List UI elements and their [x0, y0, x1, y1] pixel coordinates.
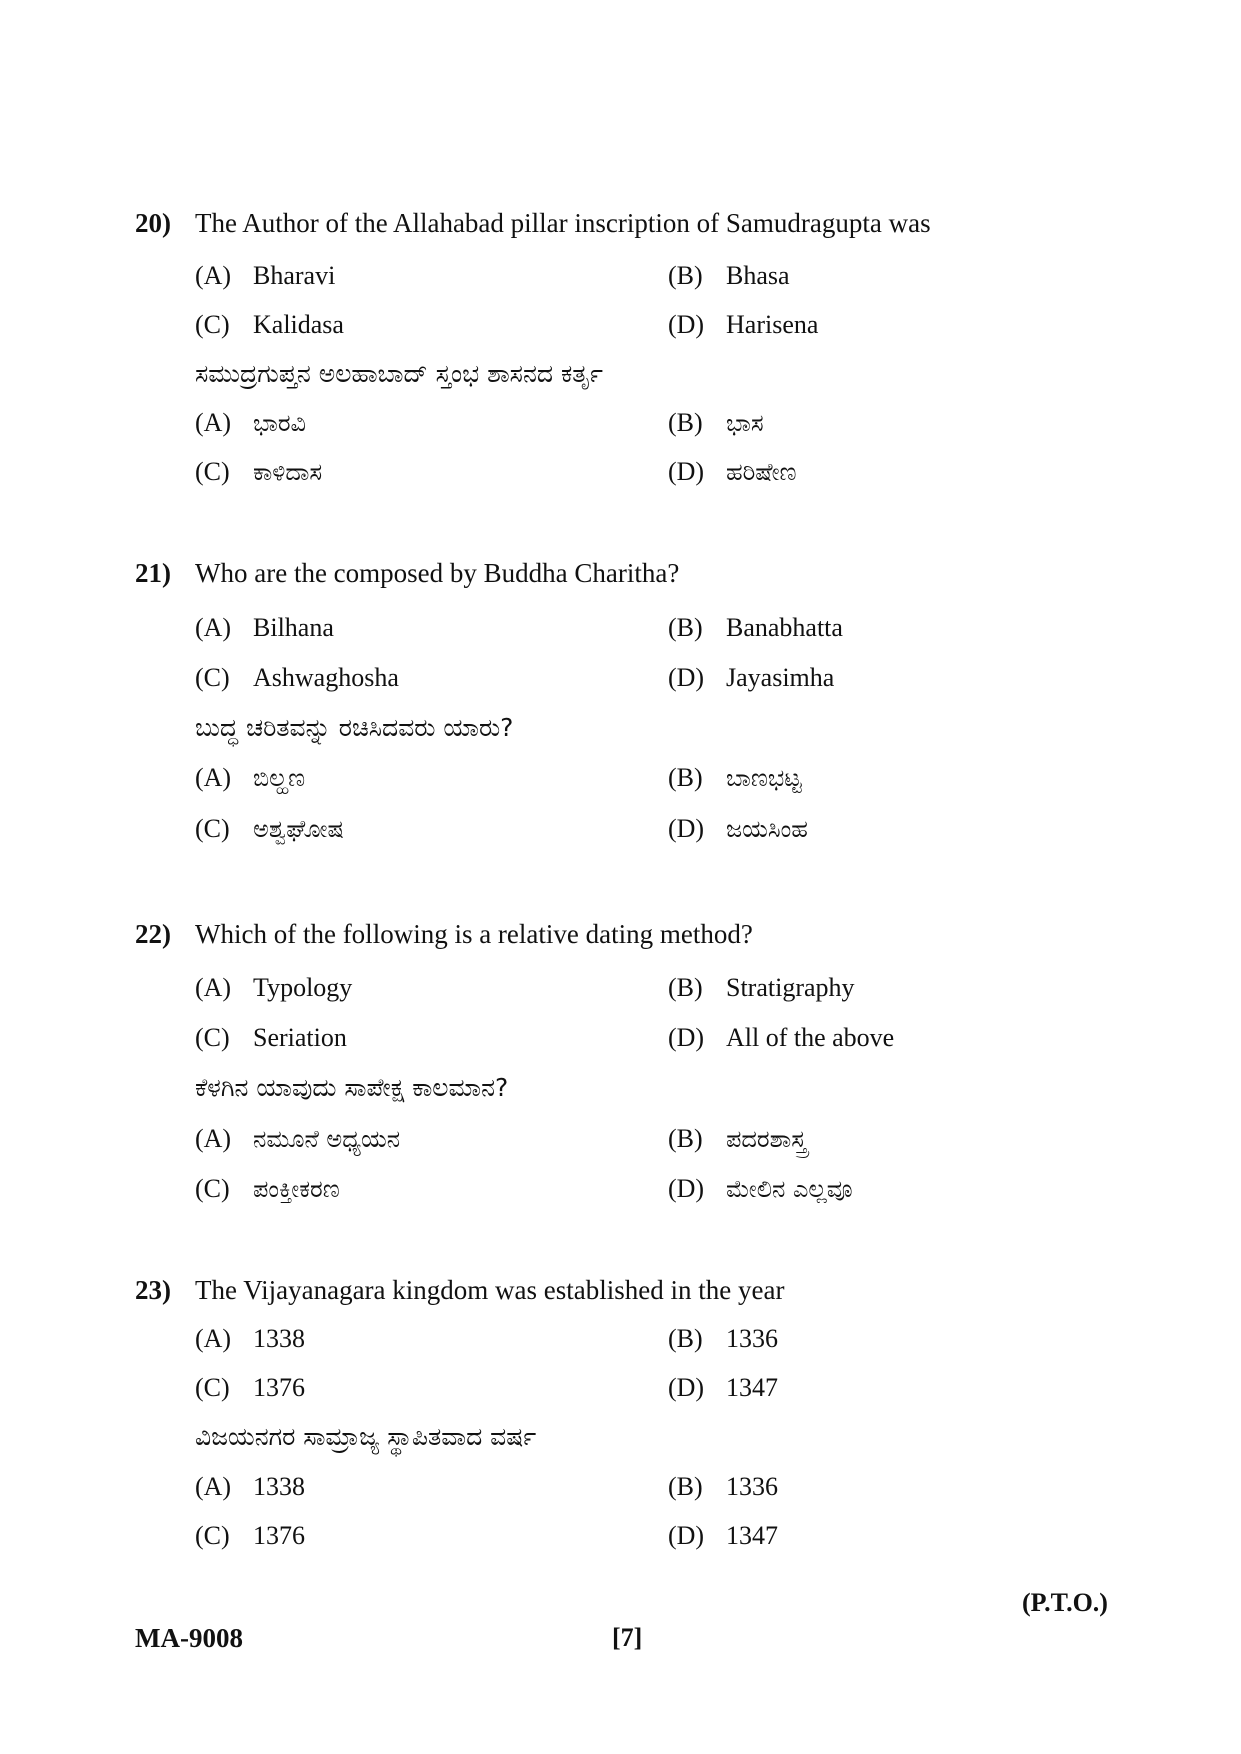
option-text: 1347	[726, 1521, 778, 1550]
option-d	[668, 1023, 894, 1053]
option-b	[668, 1324, 778, 1354]
option-text: ಜಯಸಿಂಹ	[726, 815, 808, 843]
option-text: Banabhatta	[726, 613, 843, 642]
option-c	[195, 1023, 347, 1053]
option-text: ಕಾಳಿದಾಸ	[253, 458, 323, 486]
option-letter: (C)	[195, 663, 230, 692]
option-letter: (D)	[668, 457, 705, 486]
option-b-kannada	[668, 408, 764, 438]
paper-code: MA-9008	[135, 1623, 243, 1653]
option-text: ಅಶ್ವಘೋಷ	[253, 815, 344, 843]
option-letter: (D)	[668, 1373, 705, 1402]
option-c-kannada	[195, 457, 322, 487]
option-text: ಬಾಣಭಟ್ಟ	[726, 764, 802, 792]
question-line	[135, 208, 931, 239]
option-text: 1338	[253, 1472, 305, 1501]
question-line	[135, 558, 679, 589]
option-text: ಭಾರವಿ	[253, 409, 307, 437]
option-b	[668, 261, 790, 291]
option-a-kannada	[195, 763, 305, 793]
option-text: 1376	[253, 1373, 305, 1402]
option-c	[195, 663, 399, 693]
question-text-kannada: ಬುದ್ಧ ಚರಿತವನ್ನು ರಚಿಸಿದವರು ಯಾರು?	[195, 713, 514, 742]
option-b-kannada	[668, 1472, 778, 1502]
option-d-kannada	[668, 1521, 778, 1551]
option-text: Jayasimha	[726, 663, 835, 692]
option-d	[668, 310, 818, 340]
option-b-kannada	[668, 1124, 807, 1154]
option-text: ಪಂಕ್ತೀಕರಣ	[253, 1175, 340, 1203]
question-number: 21)	[135, 558, 171, 588]
option-letter: (B)	[668, 261, 703, 290]
option-a	[195, 973, 352, 1003]
option-text: Kalidasa	[253, 310, 344, 339]
option-letter: (C)	[195, 310, 230, 339]
option-letter: (A)	[195, 613, 232, 642]
option-text: Stratigraphy	[726, 973, 855, 1002]
option-b	[668, 973, 855, 1003]
option-letter: (B)	[668, 763, 703, 792]
option-letter: (D)	[668, 663, 705, 692]
question-line	[135, 1275, 784, 1306]
option-text: 1336	[726, 1472, 778, 1501]
question-number: 22)	[135, 919, 171, 949]
pto-label: (P.T.O.)	[1022, 1588, 1108, 1617]
option-letter: (A)	[195, 973, 232, 1002]
option-letter: (B)	[668, 1124, 703, 1153]
option-a-kannada	[195, 408, 306, 438]
question-text: The Vijayanagara kingdom was established in the year	[195, 1275, 785, 1305]
option-letter: (B)	[668, 1472, 703, 1501]
option-text: ಬಿಲ್ಹಣ	[253, 764, 306, 792]
option-text: Typology	[253, 973, 353, 1002]
option-letter: (D)	[668, 1023, 705, 1052]
option-text: Bhasa	[726, 261, 790, 290]
question-number: 23)	[135, 1275, 171, 1305]
option-text: Bilhana	[253, 613, 334, 642]
option-b-kannada	[668, 763, 802, 793]
question-text-kannada: ಕೆಳಗಿನ ಯಾವುದು ಸಾಪೇಕ್ಷ ಕಾಲಮಾನ?	[195, 1073, 509, 1102]
option-c-kannada	[195, 1521, 305, 1551]
option-letter: (B)	[668, 1324, 703, 1353]
option-text: Ashwaghosha	[253, 663, 399, 692]
option-text: ಭಾಸ	[726, 409, 764, 437]
question-text: Who are the composed by Buddha Charitha?	[195, 558, 680, 588]
option-d	[668, 663, 834, 693]
option-a	[195, 261, 335, 291]
option-b	[668, 613, 843, 643]
option-d	[668, 1373, 778, 1403]
option-a-kannada	[195, 1124, 400, 1154]
option-letter: (C)	[195, 1521, 230, 1550]
question-text: Which of the following is a relative dating method?	[195, 919, 753, 949]
option-letter: (B)	[668, 408, 703, 437]
option-text: 1338	[253, 1324, 305, 1353]
question-text-kannada: ವಿಜಯನಗರ ಸಾಮ್ರಾಜ್ಯ ಸ್ಥಾಪಿತವಾದ ವರ್ಷ	[195, 1422, 537, 1451]
question-line	[135, 919, 753, 950]
option-d-kannada	[668, 457, 797, 487]
option-letter: (B)	[668, 973, 703, 1002]
option-letter: (C)	[195, 814, 230, 843]
option-text: ನಮೂನೆ ಅಧ್ಯಯನ	[253, 1125, 401, 1153]
question-text-kannada: ಸಮುದ್ರಗುಪ್ತನ ಅಲಹಾಬಾದ್ ಸ್ತಂಭ ಶಾಸನದ ಕರ್ತೃ	[195, 359, 603, 388]
option-letter: (C)	[195, 1373, 230, 1402]
option-text: 1336	[726, 1324, 778, 1353]
option-d-kannada	[668, 814, 808, 844]
option-c	[195, 310, 344, 340]
option-text: Seriation	[253, 1023, 347, 1052]
option-d-kannada	[668, 1174, 853, 1204]
option-c-kannada	[195, 1174, 340, 1204]
option-letter: (A)	[195, 408, 232, 437]
question-number: 20)	[135, 208, 171, 238]
option-letter: (D)	[668, 1521, 705, 1550]
option-letter: (A)	[195, 1472, 232, 1501]
option-c-kannada	[195, 814, 344, 844]
option-letter: (B)	[668, 613, 703, 642]
option-letter: (A)	[195, 763, 232, 792]
page-number: [7]	[612, 1623, 643, 1652]
option-letter: (D)	[668, 814, 705, 843]
option-text: ಹರಿಷೇಣ	[726, 458, 797, 486]
option-letter: (D)	[668, 310, 705, 339]
option-text: Bharavi	[253, 261, 336, 290]
option-text: ಮೇಲಿನ ಎಲ್ಲವೂ	[726, 1175, 853, 1203]
option-text: ಪದರಶಾಸ್ತ್ರ	[726, 1125, 807, 1153]
question-text: The Author of the Allahabad pillar inscription of Samudragupta was	[195, 208, 931, 238]
option-text: 1376	[253, 1521, 305, 1550]
option-letter: (C)	[195, 457, 230, 486]
option-c	[195, 1373, 305, 1403]
option-letter: (C)	[195, 1023, 230, 1052]
option-letter: (A)	[195, 1124, 232, 1153]
option-a	[195, 1324, 305, 1354]
option-text: 1347	[726, 1373, 778, 1402]
option-letter: (C)	[195, 1174, 230, 1203]
option-letter: (A)	[195, 261, 232, 290]
option-letter: (A)	[195, 1324, 232, 1353]
option-text: All of the above	[726, 1023, 895, 1052]
option-a	[195, 613, 334, 643]
option-text: Harisena	[726, 310, 819, 339]
option-a-kannada	[195, 1472, 305, 1502]
option-letter: (D)	[668, 1174, 705, 1203]
